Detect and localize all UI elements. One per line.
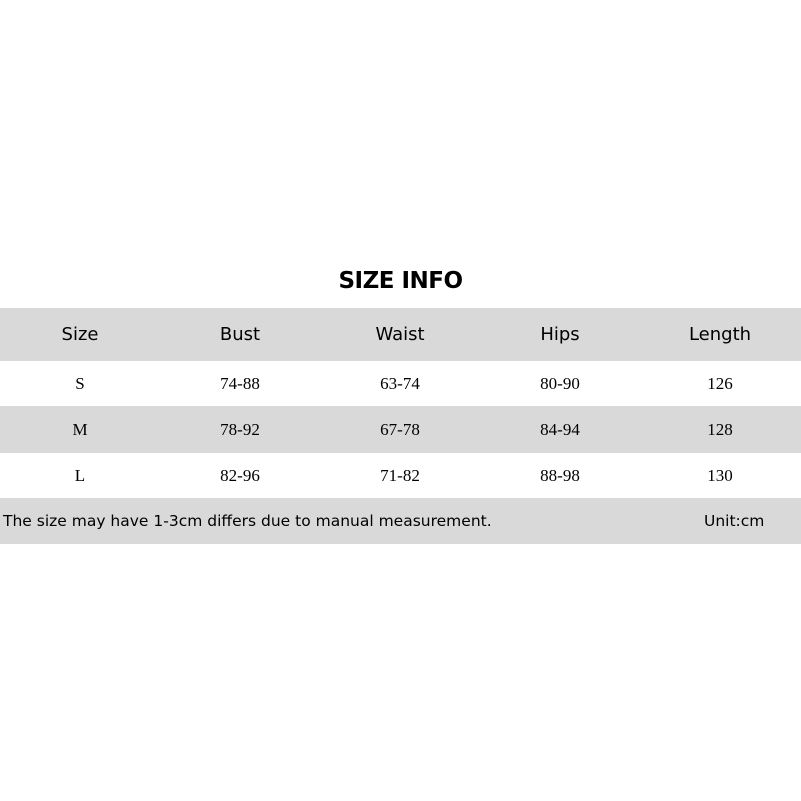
header-size: Size bbox=[61, 324, 99, 345]
cell-length: 126 bbox=[707, 373, 733, 393]
cell-hips: 84-94 bbox=[540, 419, 580, 439]
table-header-row bbox=[0, 308, 801, 361]
cell-bust: 74-88 bbox=[220, 373, 260, 393]
cell-length: 128 bbox=[707, 419, 733, 439]
header-bust: Bust bbox=[219, 324, 261, 345]
page-title: SIZE INFO bbox=[338, 268, 463, 294]
cell-length: 130 bbox=[707, 465, 733, 485]
header-length: Length bbox=[688, 324, 752, 345]
header-waist: Waist bbox=[375, 324, 425, 345]
cell-size: M bbox=[72, 419, 88, 439]
cell-waist: 63-74 bbox=[380, 373, 420, 393]
cell-size: L bbox=[74, 465, 86, 485]
cell-bust: 78-92 bbox=[220, 419, 260, 439]
footer-row bbox=[0, 498, 801, 544]
cell-bust: 82-96 bbox=[220, 465, 260, 485]
unit-label: Unit:cm bbox=[704, 512, 765, 530]
cell-waist: 67-78 bbox=[380, 419, 420, 439]
table-row bbox=[0, 406, 801, 453]
table-row bbox=[0, 453, 801, 498]
cell-waist: 71-82 bbox=[380, 465, 420, 485]
table-row bbox=[0, 361, 801, 406]
header-hips: Hips bbox=[540, 324, 580, 345]
measurement-note: The size may have 1-3cm differs due to manual measurement. bbox=[3, 512, 492, 530]
cell-hips: 88-98 bbox=[540, 465, 580, 485]
cell-hips: 80-90 bbox=[540, 373, 580, 393]
cell-size: S bbox=[75, 373, 85, 393]
